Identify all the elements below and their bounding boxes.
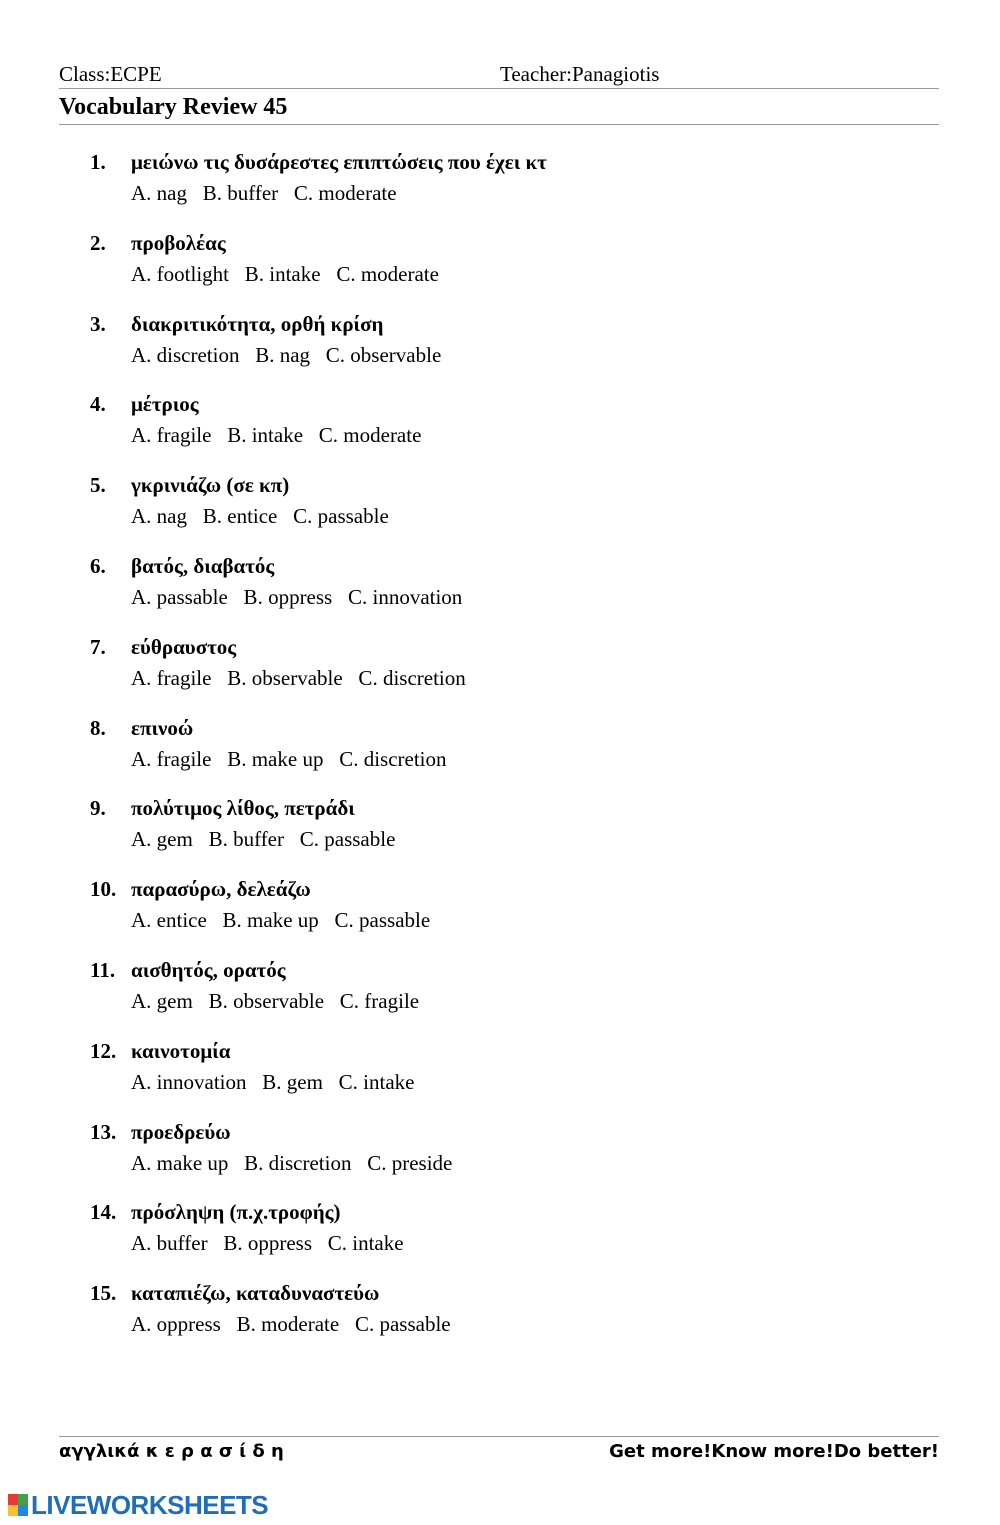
question-text: προβολέας: [131, 230, 226, 255]
question-item: [0, 958, 1000, 1028]
question-text: διακριτικότητα, ορθή κρίση: [131, 311, 384, 336]
question-number: 10.: [90, 877, 117, 902]
answer-options[interactable]: A. buffer B. oppress C. intake: [131, 1231, 404, 1256]
answer-options[interactable]: A. discretion B. nag C. observable: [131, 342, 442, 367]
question-number: 14.: [90, 1200, 117, 1225]
answer-options[interactable]: A. nag B. entice C. passable: [131, 504, 389, 529]
footer-slogan: Get more!Know more!Do better!: [609, 1441, 939, 1462]
answer-options[interactable]: A. footlight B. intake C. moderate: [131, 261, 439, 286]
question-number: 15.: [90, 1281, 117, 1306]
question-number: 2.: [90, 230, 106, 255]
answer-options[interactable]: A. fragile B. intake C. moderate: [131, 423, 422, 448]
answer-options[interactable]: A. fragile B. make up C. discretion: [131, 746, 447, 771]
question-number: 7.: [90, 634, 106, 659]
logo-square: [18, 1505, 28, 1516]
header-divider: [59, 88, 939, 89]
question-text: προεδρεύω: [131, 1119, 231, 1144]
question-text: αισθητός, ορατός: [131, 958, 286, 982]
question-item: [0, 877, 1000, 947]
question-item: [0, 150, 1000, 220]
question-text: επινοώ: [131, 715, 194, 740]
question-item: [0, 473, 1000, 543]
answer-options[interactable]: A. make up B. discretion C. preside: [131, 1150, 453, 1175]
question-item: [0, 312, 1000, 382]
question-number: 12.: [90, 1038, 117, 1063]
question-item: [0, 716, 1000, 786]
question-item: [0, 796, 1000, 866]
title-divider: [59, 124, 939, 125]
question-text: βατός, διαβατός: [131, 554, 275, 578]
question-number: 1.: [90, 150, 106, 174]
liveworksheets-logo[interactable]: [8, 1491, 268, 1519]
question-item: [0, 1281, 1000, 1351]
liveworksheets-logo-text: LIVEWORKSHEETS: [31, 1489, 269, 1520]
question-text: εύθραυστος: [131, 634, 237, 659]
answer-options[interactable]: A. entice B. make up C. passable: [131, 908, 431, 933]
footer-brand-text: αγγλικά κ ε ρ α σ ί δ η: [59, 1441, 284, 1462]
answer-options[interactable]: A. innovation B. gem C. intake: [131, 1069, 415, 1094]
logo-square: [8, 1505, 18, 1516]
header-row: [59, 62, 939, 88]
question-number: 8.: [90, 715, 106, 740]
question-item: [0, 1039, 1000, 1109]
answer-options[interactable]: A. gem B. observable C. fragile: [131, 989, 420, 1013]
question-number: 9.: [90, 796, 106, 821]
question-number: 5.: [90, 473, 106, 498]
question-number: 6.: [90, 554, 106, 578]
liveworksheets-logo-icon: [8, 1494, 28, 1516]
teacher-label: Teacher:Panagiotis: [500, 62, 660, 86]
question-text: παρασύρω, δελεάζω: [131, 877, 311, 902]
question-text: μειώνω τις δυσάρεστες επιπτώσεις που έχει κτ: [131, 150, 547, 174]
answer-options[interactable]: A. gem B. buffer C. passable: [131, 827, 396, 852]
footer-divider: [59, 1436, 939, 1437]
answer-options[interactable]: A. fragile B. observable C. discretion: [131, 665, 466, 690]
page-title: Vocabulary Review 45: [59, 94, 288, 120]
question-text: πολύτιμος λίθος, πετράδι: [131, 796, 355, 821]
answer-options[interactable]: A. oppress B. moderate C. passable: [131, 1312, 451, 1337]
question-item: [0, 1200, 1000, 1270]
question-number: 11.: [90, 958, 116, 982]
question-text: μέτριος: [131, 392, 199, 417]
logo-square: [8, 1494, 18, 1505]
question-number: 13.: [90, 1119, 117, 1144]
question-item: [0, 231, 1000, 301]
question-item: [0, 554, 1000, 624]
question-item: [0, 1120, 1000, 1190]
class-label: Class:ECPE: [59, 62, 162, 86]
question-number: 3.: [90, 311, 106, 336]
question-item: [0, 392, 1000, 462]
question-number: 4.: [90, 392, 106, 417]
answer-options[interactable]: A. passable B. oppress C. innovation: [131, 585, 463, 609]
question-text: πρόσληψη (π.χ.τροφής): [131, 1200, 341, 1225]
question-item: [0, 635, 1000, 705]
question-text: καταπιέζω, καταδυναστεύω: [131, 1281, 380, 1306]
question-text: γκρινιάζω (σε κπ): [131, 473, 290, 498]
logo-square: [18, 1494, 28, 1505]
answer-options[interactable]: A. nag B. buffer C. moderate: [131, 181, 397, 205]
question-text: καινοτομία: [131, 1038, 231, 1063]
